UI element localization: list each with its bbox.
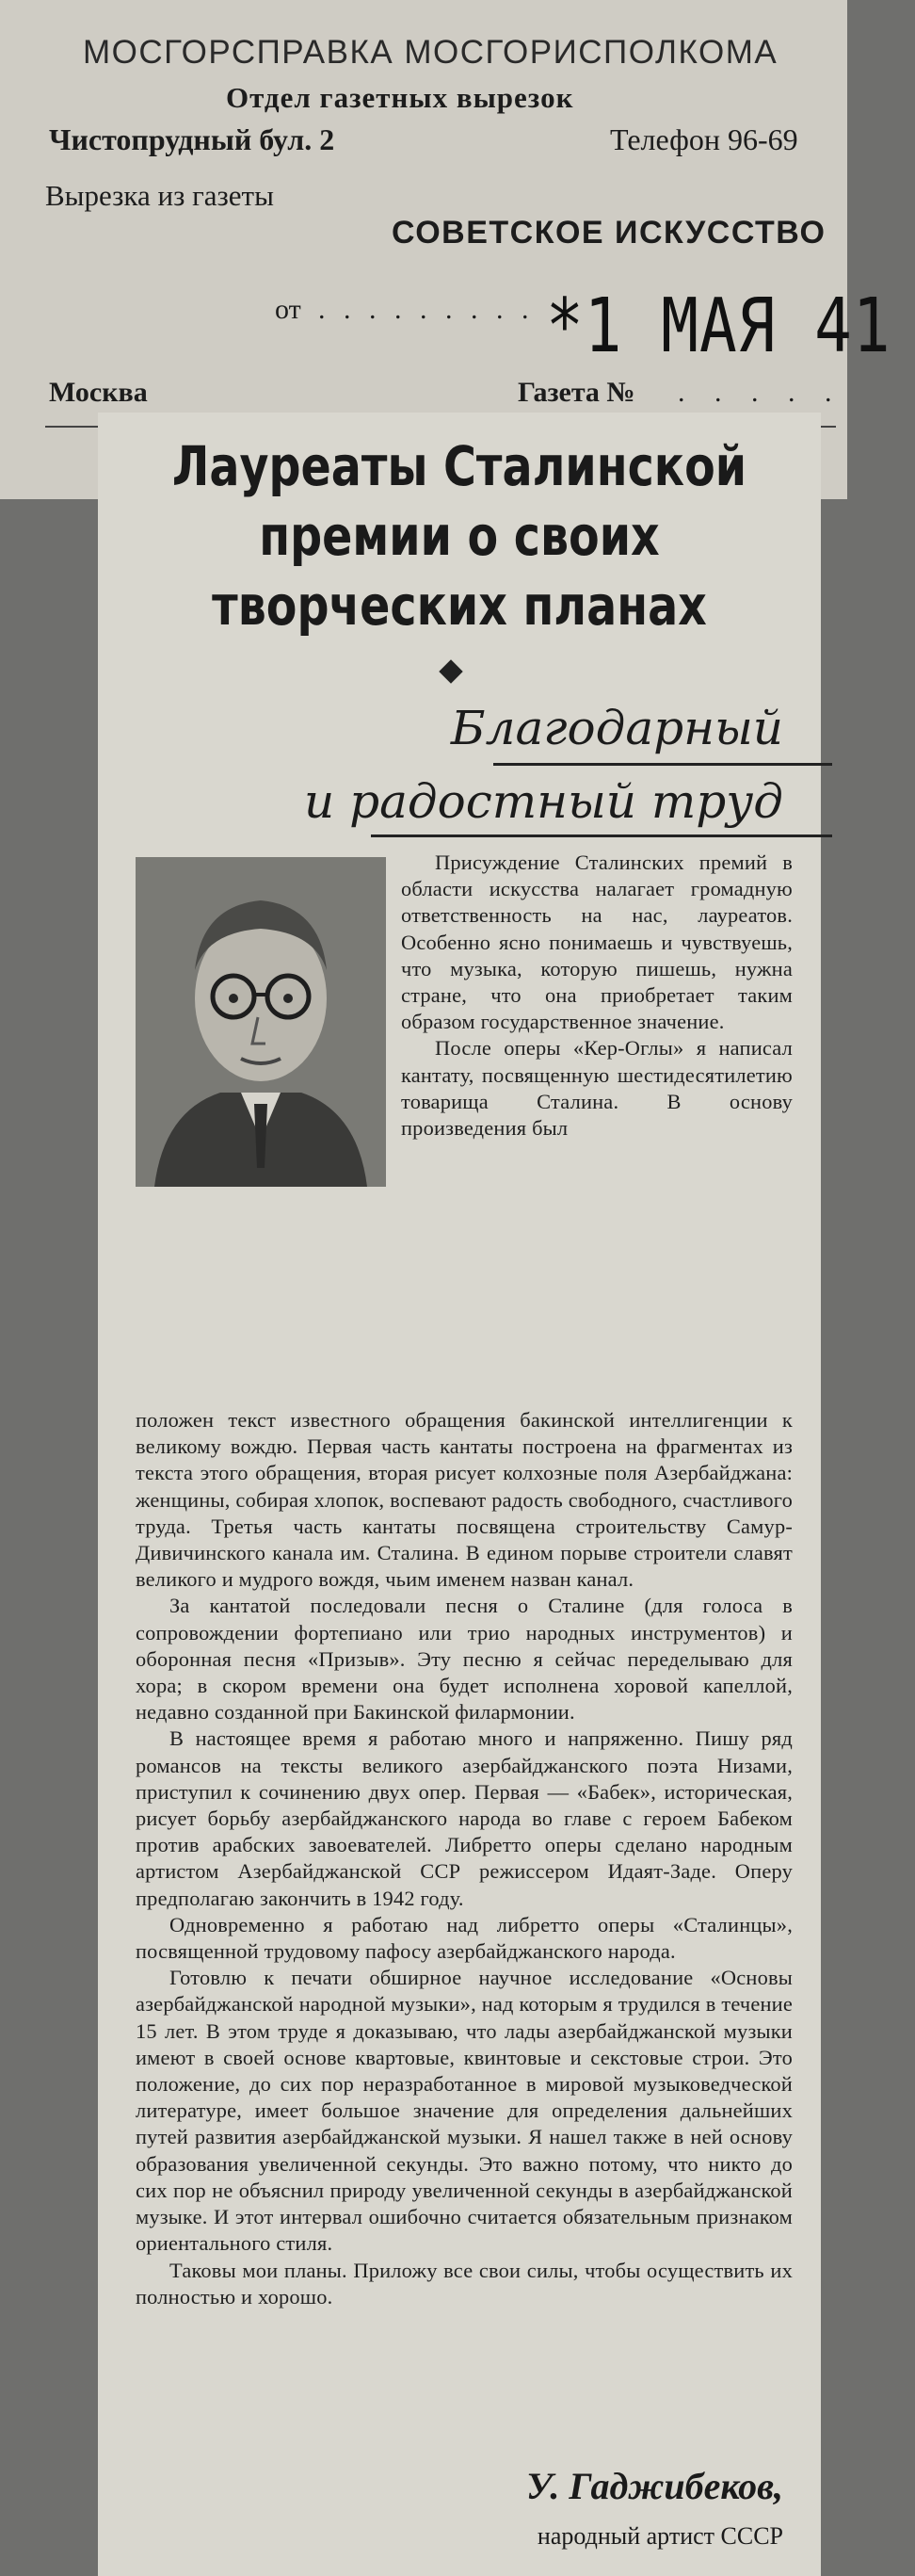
author-portrait bbox=[136, 857, 386, 1187]
clipping-label: Вырезка из газеты bbox=[45, 179, 274, 212]
paragraph: Одновременно я работаю над либретто оперы «Сталинцы», посвященной трудовому пафосу азербайджанского народа. bbox=[136, 1912, 793, 1964]
article-subtitle-line1: Благодарный bbox=[450, 701, 783, 755]
organization-title: МОСГОРСПРАВКА МОСГОРИСПОЛКОМА bbox=[83, 34, 779, 71]
paragraph: За кантатой последовали песня о Сталине (для голоса в сопровождении фортепиано или трио народных инструментов) и оборонная песня «Призыв». Эту песню я сейчас переделываю для хора; в скором времени она будет исполнена хоровой капеллой, недавно созданной при Бакинской филармонии. bbox=[136, 1594, 793, 1725]
date-stamp: *1 МАЯ 41 bbox=[546, 283, 891, 370]
paragraph: В настоящее время я работаю много и напряженно. Пишу ряд романсов на тексты великого азербайджанского поэта Низами, приступил к сочинению двух опер. Первая — «Бабек», историческая, рисует борьбу азербайджанского народа во главе с героем Бабеком против арабских завоевателей. Либретто оперы сделано народным артистом Азербайджанской ССР режиссером Идаят-Заде. Оперу предполагаю закончить в 1942 году. bbox=[136, 1726, 793, 1910]
author-title: народный артист СССР bbox=[537, 2522, 783, 2550]
address-label: Чистопрудный бул. 2 bbox=[49, 122, 335, 156]
gazeta-number-label: Газета № bbox=[518, 377, 635, 408]
paragraph: положен текст известного обращения бакинской интеллигенции к великому вождю. Первая часть кантаты построена на фрагментах из текста этого обращения, вторая рисует колхозные поля Азербайджана: женщины, собирая хлопок, воспевают радость свободного, счастливого труда. Третья часть кантаты посвящена строительству Самур-Дивичинского канала им. Сталина. В едином порыве строители славят великого и мудрого вождя, чьим именем назван канал. bbox=[136, 1408, 793, 1592]
article-headline: Лауреаты Сталинской премии о своих творческих планах bbox=[171, 434, 747, 638]
subtitle-underline-2 bbox=[371, 834, 832, 837]
subtitle-underline-1 bbox=[493, 763, 832, 766]
newspaper-clipping bbox=[98, 413, 821, 2576]
paragraph: После оперы «Кер-Оглы» я написал кантату, посвященную шестидесятилетию товарища Сталина. В основу произведения был bbox=[401, 1036, 793, 1141]
newspaper-name: СОВЕТСКОЕ ИСКУССТВО bbox=[392, 215, 827, 251]
paragraph: Присуждение Сталинских премий в области искусства налагает громадную ответственность на нас, лауреатов. Особенно ясно понимаешь и чувствуешь, что музыка, которую пишешь, нужна стране, что она приобретает таким образом государственное значение. bbox=[401, 851, 793, 1034]
city-label: Москва bbox=[49, 377, 148, 408]
gazeta-number-dots: . . . . . bbox=[678, 377, 843, 408]
date-from-dots: . . . . . . . . . bbox=[318, 294, 535, 325]
article-column-beside-portrait bbox=[401, 850, 793, 1142]
author-signature: У. Гаджибеков, bbox=[526, 2465, 783, 2507]
department-label: Отдел газетных вырезок bbox=[226, 81, 574, 114]
article-column-full-width bbox=[136, 1407, 793, 2310]
portrait-illustration bbox=[136, 857, 386, 1187]
article-subtitle-line2: и радостный труд bbox=[304, 774, 783, 829]
phone-label: Телефон 96-69 bbox=[610, 122, 798, 156]
paragraph: Таковы мои планы. Приложу все свои силы, чтобы осуществить их полностью и хорошо. bbox=[136, 2258, 793, 2309]
paragraph: Готовлю к печати обширное научное исследование «Основы азербайджанской народной музыки», над которым я трудился в течение 15 лет. В этом труде я доказываю, что лады азербайджанской музыки имеют в своей основе квартовые, квинтовые и секстовые строи. Это положение, до сих пор неразработанное в мировой музыковедческой литературе, имеет большое значение для определения дальнейших путей развития азербайджанской музыки. Я нашел также в ней основу образования увеличенной секунды. Это важно потому, что никто до сих пор не объяснил природу увеличенной секунды в азербайджанской музыке. И этот интервал ошибочно считается обязательным признаком ориентального стиля. bbox=[136, 1966, 793, 2256]
date-from-label: от bbox=[275, 294, 301, 325]
diamond-ornament-icon bbox=[439, 659, 462, 683]
